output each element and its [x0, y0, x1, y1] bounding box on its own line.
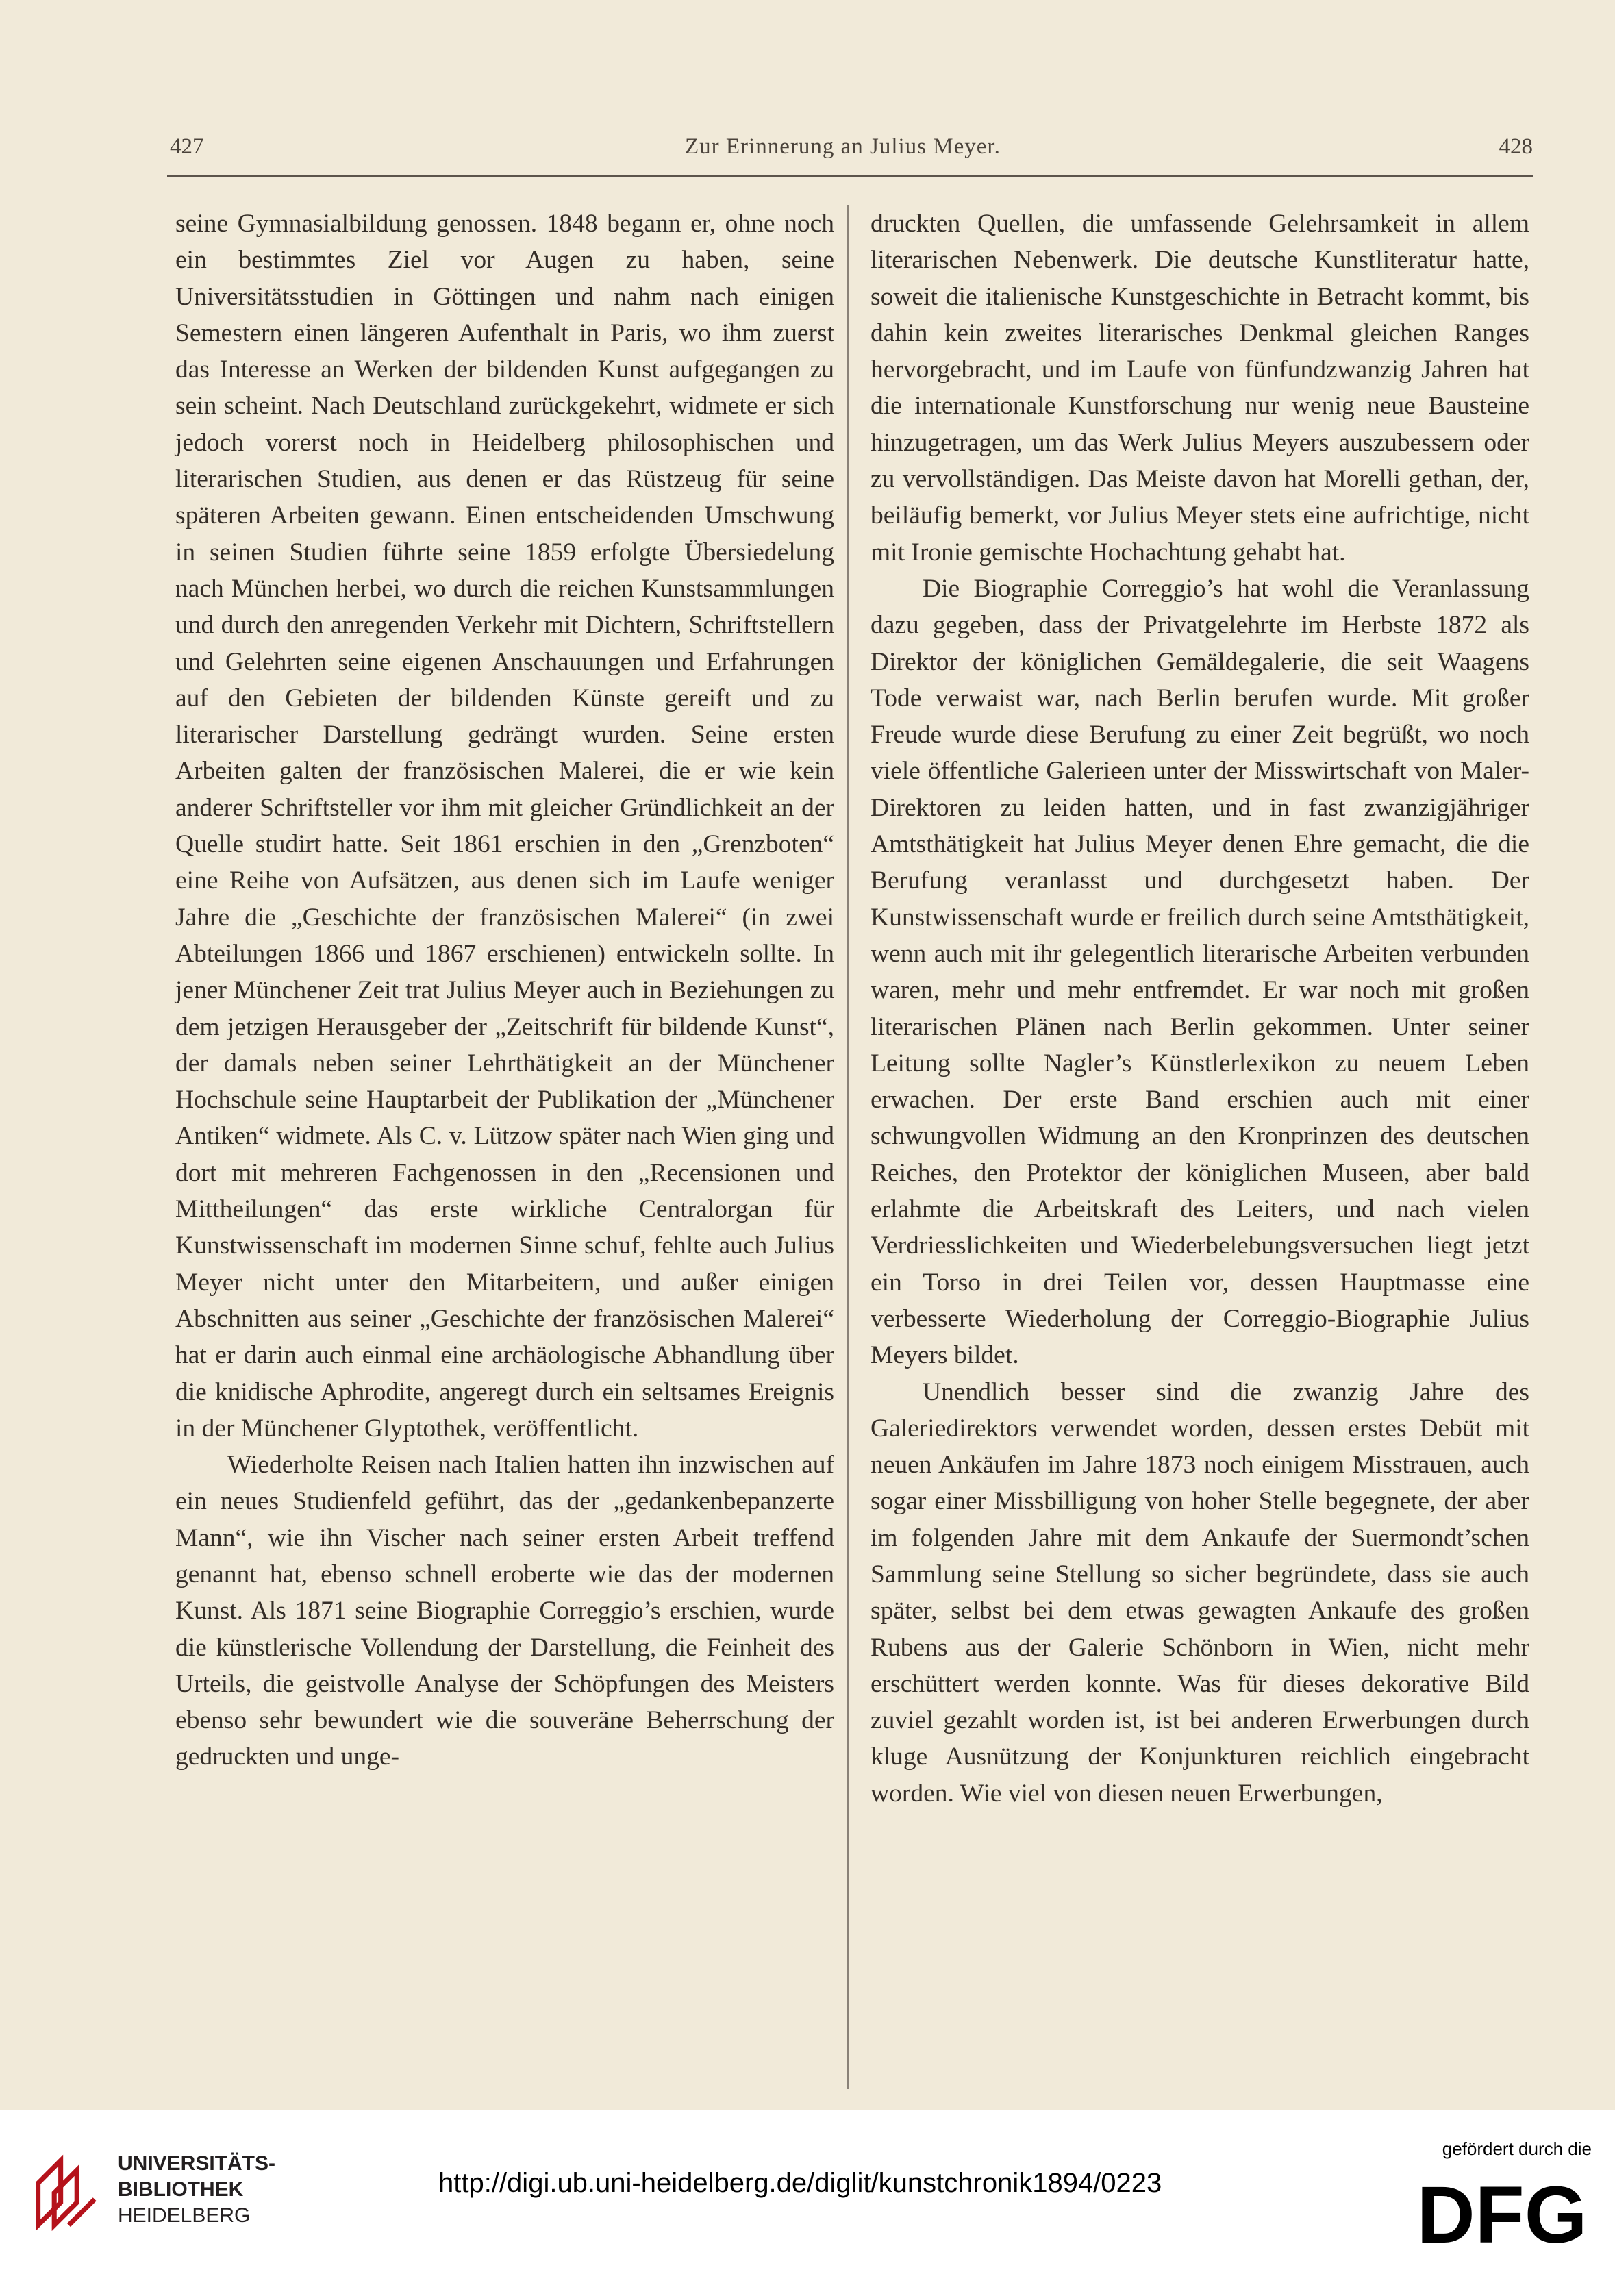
- paragraph: Unendlich besser sind die zwanzig Jahre des Galeriedirektors verwendet worden, dessen erstes Debüt mit neuen Ankäufen im Jahre 1873 noch einigem Misstrauen, auch sogar einer Missbilligung von hoher Stelle begegnete, der aber im folgenden Jahre mit dem Ankaufe der Suermondt’schen Sammlung seine Stellung so sicher begründete, dass sie auch später, selbst bei dem etwas gewagten Ankaufe des großen Rubens aus der Galerie Schönborn in Wien, nicht mehr erschüttert werden konnte. Was für dieses dekorative Bild zuviel gezahlt worden ist, ist bei anderen Erwerbungen durch kluge Ausnützung der Konjunkturen reichlich eingebracht worden. Wie viel von diesen neuen Erwerbungen,: [871, 1377, 1529, 1808]
- paragraph: seine Gymnasialbildung genossen. 1848 begann er, ohne noch ein bestimmtes Ziel vor Augen zu haben, seine Universitätsstudien in Göttingen und nahm nach einigen Semestern einen längeren Aufenthalt in Paris, wo ihm zuerst das Interesse an Werken der bildenden Kunst aufgegangen zu sein scheint. Nach Deutschland zurückgekehrt, widmete er sich jedoch vorerst noch in Heidelberg philosophischen und literarischen Studien, aus denen er das Rüstzeug für seine späteren Arbeiten gewann. Einen entscheidenden Umschwung in seinen Studien führte seine 1859 erfolgte Übersiedelung nach München herbei, wo durch die reichen Kunstsammlungen und durch den anregenden Verkehr mit Dichtern, Schriftstellern und Gelehrten seine eigenen Anschauungen und Erfahrungen auf den Gebieten der bildenden Künste gereift und zu literarischer Darstellung gedrängt wurden. Seine ersten Arbeiten galten der französischen Malerei, die er wie kein anderer Schriftsteller vor ihm mit gleicher Gründlichkeit an der Quelle studirt hatte. Seit 1861 erschien in den „Grenzboten“ eine Reihe von Aufsätzen, aus denen sich im Laufe weniger Jahre die „Geschichte der französischen Malerei“ (in zwei Abteilungen 1866 und 1867 erschienen) entwickeln sollte. In jener Münchener Zeit trat Julius Meyer auch in Beziehungen zu dem jetzigen Herausgeber der „Zeitschrift für bildende Kunst“, der damals neben seiner Lehrthätigkeit an der Münchener Hochschule seine Hauptarbeit der Publikation der „Münchener Antiken“ widmete. Als C. v. Lützow später nach Wien ging und dort mit mehreren Fachgenossen in den „Recensionen und Mittheilungen“ das erste wirkliche Centralorgan für Kunstwissenschaft im modernen Sinne schuf, fehlte auch Julius Meyer nicht unter den Mitarbeitern, und außer einigen Abschnitten aus seiner „Geschichte der französischen Malerei“ hat er darin auch einmal eine archäologische Abhandlung über die knidische Aphrodite, angeregt durch ein seltsames Ereignis in der Münchener Glyptothek, veröffentlicht.: [175, 210, 834, 1443]
- university-library-logo-icon: [22, 2151, 103, 2232]
- digitization-footer: [0, 2110, 1615, 2296]
- dfg-logo-icon: [1416, 2166, 1588, 2255]
- paragraph: Die Biographie Correggio’s hat wohl die Veranlassung dazu gegeben, dass der Privatgelehrte im Herbste 1872 als Direktor der königlichen Gemäldegalerie, die seit Waagens Tode verwaist war, nach Berlin berufen wurde. Mit großer Freude wurde diese Berufung zu einer Zeit begrüßt, wo noch viele öffentliche Galerieen unter der Misswirtschaft von Maler-Direktoren zu leiden hatten, und in fast zwanzigjähriger Amtsthätigkeit hat Julius Meyer denen Ehre gemacht, die die Berufung veranlasst und durchgesetzt haben. Der Kunstwissenschaft wurde er freilich durch seine Amtsthätigkeit, wenn auch mit ihr gelegentlich literarische Arbeiten verbunden waren, mehr und mehr entfremdet. Er war noch mit großen literarischen Plänen nach Berlin gekommen. Unter seiner Leitung sollte Nagler’s Künstlerlexikon zu neuem Leben erwachen. Der erste Band erschien auch mit einer schwungvollen Widmung an den Kronprinzen des deutschen Reiches, den Protektor der königlichen Museen, aber bald erlahmte die Arbeitskraft des Leiters, und nach vielen Verdriesslichkeiten und Wiederbelebungsversuchen liegt jetzt ein Torso in drei Teilen vor, dessen Hauptmasse eine verbesserte Wiederholung der Correggio-Biographie Julius Meyers bildet.: [871, 574, 1529, 1370]
- library-name-line3: HEIDELBERG: [118, 2204, 251, 2227]
- page-number-right: 428: [1499, 134, 1533, 159]
- left-column: [175, 205, 834, 1775]
- source-url-link[interactable]: http://digi.ub.uni-heidelberg.de/diglit/kunstchronik1894/0223: [438, 2168, 1162, 2198]
- header-rule: [167, 175, 1533, 177]
- dfg-logo-text: DFG: [1416, 2170, 1588, 2255]
- page-number-left: 427: [170, 134, 204, 159]
- sponsor-caption: gefördert durch die: [1442, 2138, 1592, 2159]
- right-column: [871, 205, 1529, 1812]
- column-divider: [847, 205, 849, 2089]
- library-name-line1: UNIVERSITÄTS-: [118, 2152, 276, 2175]
- paragraph: Wiederholte Reisen nach Italien hatten ihn inzwischen auf ein neues Studienfeld geführt, das der „gedankenbepanzerte Mann“, wie ihn Vischer nach seiner ersten Arbeit treffend genannt hat, ebenso schnell eroberte wie das der modernen Kunst. Als 1871 seine Biographie Correggio’s erschien, wurde die künstlerische Vollendung der Darstellung, die Feinheit des Urteils, die geistvolle Analyse der Schöpfungen des Meisters ebenso sehr bewundert wie die souveräne Beherrschung der gedruckten und unge-: [175, 1451, 834, 1771]
- paragraph: druckten Quellen, die umfassende Gelehrsamkeit in allem literarischen Nebenwerk. Die deutsche Kunstliteratur hatte, soweit die italienische Kunstgeschichte in Betracht kommt, bis dahin kein zweites literarisches Denkmal gleichen Ranges hervorgebracht, und im Laufe von fünfundzwanzig Jahren hat die internationale Kunstforschung nur wenig neue Bausteine hinzugetragen, um das Werk Julius Meyers auszubessern oder zu vervollständigen. Das Meiste davon hat Morelli gethan, der, beiläufig bemerkt, vor Julius Meyer stets eine aufrichtige, nicht mit Ironie gemischte Hochachtung gehabt hat.: [871, 210, 1529, 566]
- running-title: Zur Erinnerung an Julius Meyer.: [685, 134, 1001, 159]
- library-name-line2: BIBLIOTHEK: [118, 2178, 244, 2201]
